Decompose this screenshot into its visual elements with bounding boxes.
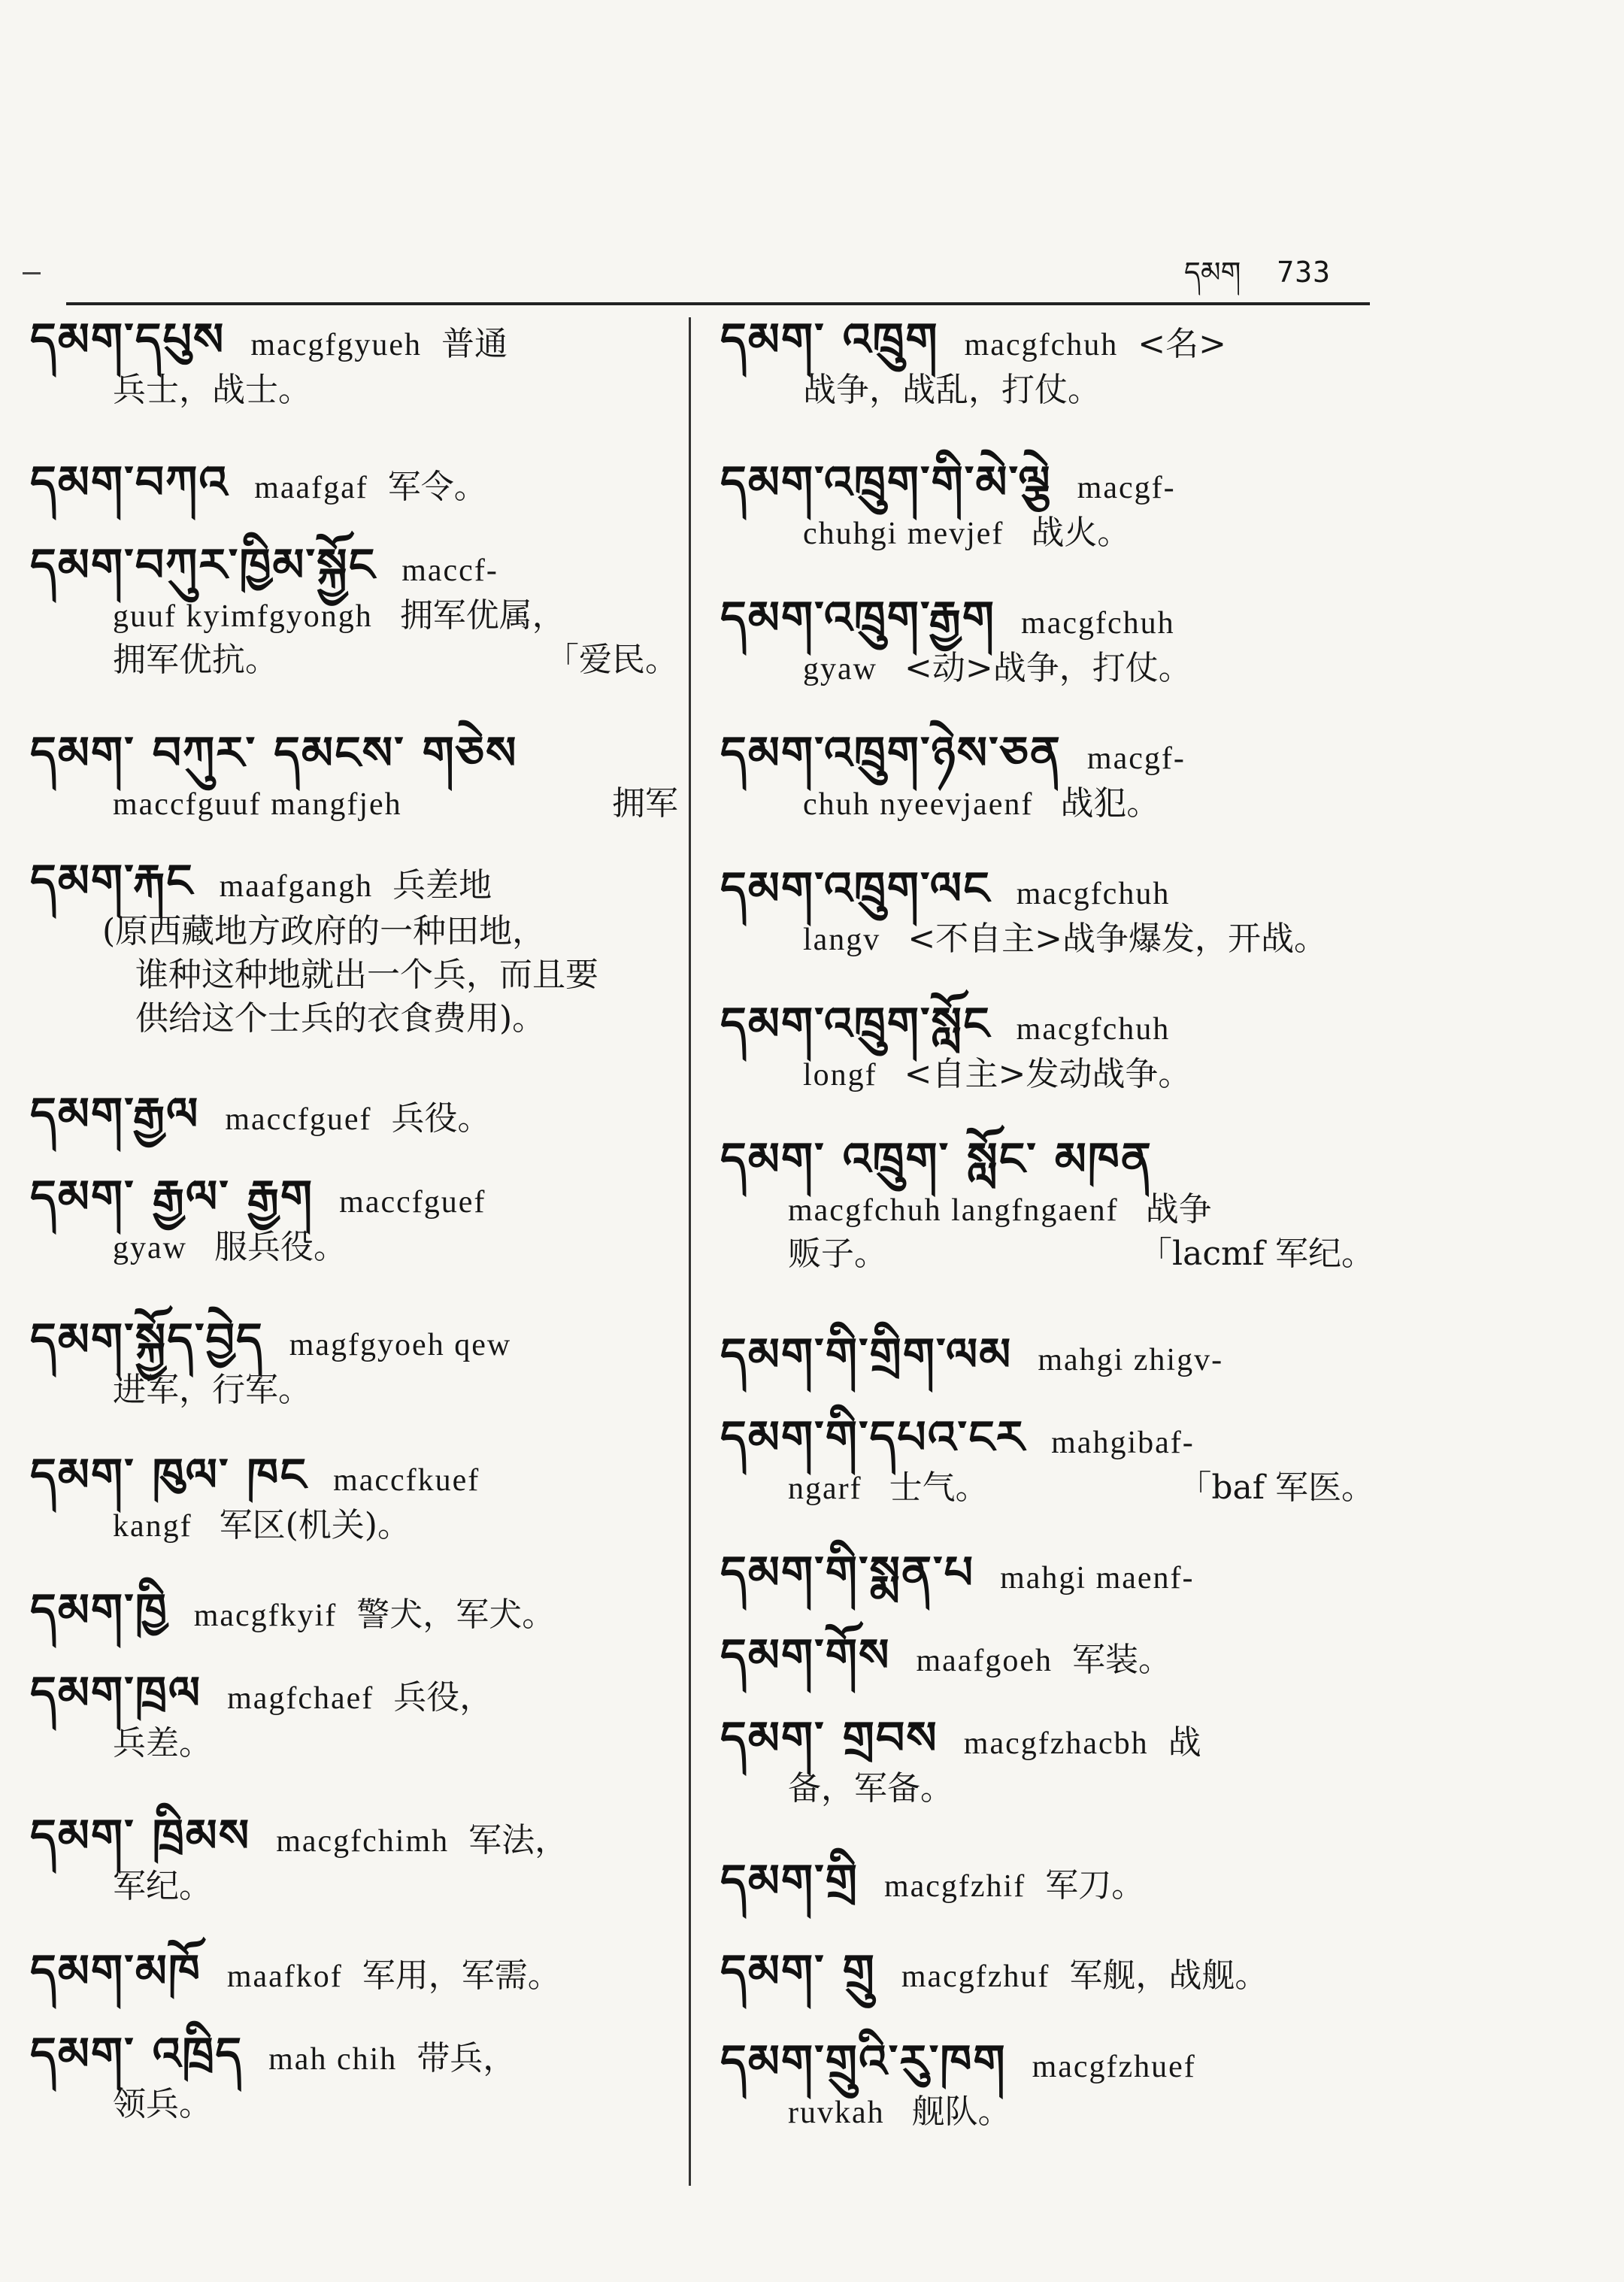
entry <box>720 1851 1382 1941</box>
gloss-continuation: 备，军备。 <box>788 1769 953 1808</box>
entry <box>720 588 1382 723</box>
gloss-continuation: 军区(机关)。 <box>219 1506 411 1544</box>
entry <box>720 1408 1382 1543</box>
tibetan-headword: དམག་ འཁྲིད <box>30 2028 244 2080</box>
entry <box>30 1445 686 1580</box>
gloss-continuation: 士气。 <box>889 1468 989 1507</box>
gloss-line: 贩子。 <box>788 1235 887 1273</box>
romanization: macgf- <box>1086 741 1186 776</box>
romanization: macgf- <box>1077 471 1176 505</box>
tibetan-headword: དམག་གྲི <box>720 1855 859 1908</box>
romanization: maccfguef <box>339 1185 486 1220</box>
romanization: maccfkuef <box>333 1463 480 1498</box>
tibetan-headword: དམག་བཀུར་ཁྱིམ་སྐྱོང <box>30 539 377 592</box>
column-divider <box>689 317 691 2186</box>
romanization: maafgaf <box>254 471 368 505</box>
gloss-continuation: <自主>发动战争。 <box>904 1055 1192 1093</box>
tibetan-headword: དམག་གི་དཔའ་ངར <box>720 1411 1026 1464</box>
romanization: maafgoeh <box>916 1644 1053 1678</box>
gloss: 军装。 <box>1072 1641 1172 1679</box>
cross-reference: 「baf 军医。 <box>1178 1468 1374 1507</box>
entry <box>720 723 1382 859</box>
gloss-continuation: 战争 <box>1145 1190 1212 1229</box>
grammar-label: <名> <box>1138 325 1226 363</box>
romanization-continuation: longf <box>803 1058 877 1093</box>
entry <box>720 1626 1382 1708</box>
entry <box>720 2032 1382 2167</box>
romanization: maccf- <box>401 553 498 588</box>
gloss: 战 <box>1168 1723 1201 1762</box>
gloss-continuation: 领兵。 <box>113 2085 212 2123</box>
tibetan-headword: དམག་མཁོ <box>30 1945 201 1998</box>
gloss-continuation: 战犯。 <box>1060 784 1160 823</box>
margin-mark <box>23 272 41 274</box>
romanization: mahgibaf- <box>1051 1426 1195 1460</box>
tibetan-headword: དམག་གི་གྲིག་ལམ <box>720 1329 1013 1381</box>
tibetan-headword: དམག་ ཁྲིམས <box>30 1810 251 1862</box>
entry <box>720 994 1382 1129</box>
page-number: 733 <box>1277 256 1331 289</box>
running-header <box>1184 241 1331 321</box>
tibetan-headword: དམག་སྐྱོད་བྱེད <box>30 1314 264 1366</box>
gloss-continuation: <不自主>战争爆发，开战。 <box>907 920 1328 958</box>
romanization: macgfchuh <box>1016 1012 1171 1047</box>
gloss: 警犬，军犬。 <box>356 1596 556 1634</box>
gloss-continuation: 拥军优属， <box>399 596 565 635</box>
entry <box>30 851 686 1084</box>
entry <box>30 1663 686 1806</box>
tibetan-headword: དམག་བཀའ <box>30 456 229 509</box>
entry <box>720 1708 1382 1851</box>
tibetan-headword: དམག་ གྲབས <box>720 1712 938 1765</box>
romanization: magfchaef <box>227 1681 374 1716</box>
tibetan-headword: དམག་ གྲུ <box>720 1945 876 1998</box>
entry <box>720 1941 1382 2032</box>
romanization: maafkof <box>226 1959 343 1994</box>
gloss-continuation: 舰队。 <box>911 2093 1011 2131</box>
right-column <box>720 310 1382 2167</box>
romanization: macgfchuh <box>1021 606 1175 641</box>
romanization: macgfchimh <box>276 1824 450 1859</box>
entry <box>30 1310 686 1445</box>
romanization: macgfzhuef <box>1032 2050 1196 2084</box>
entry <box>30 453 686 535</box>
gloss: 军令。 <box>387 468 487 506</box>
romanization: macgfgyueh <box>250 328 422 362</box>
tibetan-headword: དམག་འཁྲུག་ལང <box>720 862 991 915</box>
entry <box>720 859 1382 994</box>
gloss: 军舰，战舰。 <box>1069 1956 1268 1995</box>
running-head-word: དམག <box>1183 256 1241 289</box>
left-column <box>30 310 686 2159</box>
gloss-continuation: 军纪。 <box>113 1867 212 1905</box>
entry <box>30 1084 686 1167</box>
romanization-continuation: maccfguuf mangfjeh <box>113 787 402 822</box>
entry <box>720 453 1382 588</box>
tibetan-headword: དམག་འཁྲུག་རྒྱག <box>720 592 996 644</box>
romanization: macgfchuh <box>1016 877 1171 911</box>
cross-reference: 「lacmf 军纪。 <box>1139 1235 1374 1273</box>
romanization: macgfzhif <box>883 1869 1026 1904</box>
romanization: maccfguef <box>225 1102 372 1137</box>
gloss-continuation: 拥军 <box>612 784 678 823</box>
entry <box>30 1580 686 1663</box>
gloss-line: 谁种这种地就出一个兵，而且要 <box>135 956 598 994</box>
gloss-continuation: 兵士，战士。 <box>113 371 311 409</box>
romanization-continuation: chuh nyeevjaenf <box>803 787 1034 822</box>
romanization-continuation: ruvkah <box>788 2096 885 2130</box>
tibetan-headword: དམག་རྒྱལ <box>30 1088 200 1141</box>
tibetan-headword: དམག་དཔུས <box>30 314 226 366</box>
romanization: mahgi zhigv- <box>1038 1343 1224 1377</box>
entry <box>30 1941 686 2024</box>
tibetan-headword: དམག་ཁྲལ <box>30 1667 202 1720</box>
tibetan-headword: དམག་གོས <box>720 1629 891 1682</box>
tibetan-headword: དམག་འཁྲུག་སློང <box>720 998 991 1050</box>
romanization-continuation: guuf kyimfgyongh <box>113 599 373 634</box>
gloss-continuation: (原西藏地方政府的一种田地， <box>102 912 546 950</box>
romanization-continuation: gyaw <box>113 1231 187 1265</box>
entry <box>30 310 686 453</box>
tibetan-headword: དམག་ ཁུལ་ ཁང <box>30 1449 308 1502</box>
romanization: macgfchuh <box>964 328 1119 362</box>
gloss: 兵役， <box>393 1678 493 1717</box>
gloss-continuation: 进军，行军。 <box>113 1371 311 1409</box>
romanization-continuation: langv <box>803 923 881 957</box>
gloss: 普通 <box>441 325 508 363</box>
gloss: 军刀。 <box>1045 1866 1145 1905</box>
gloss-line: 供给这个士兵的衣食费用)。 <box>135 999 546 1038</box>
tibetan-headword: དམག་གྲུའི་རུ་ཁག <box>720 2035 1007 2088</box>
tibetan-headword: དམག་ འཁྲུག <box>720 314 939 366</box>
romanization: mah chih <box>268 2042 398 2077</box>
tibetan-headword: དམག་རྐང <box>30 855 194 908</box>
gloss: 军用，军需。 <box>362 1956 561 1995</box>
cross-reference: 「爱民。 <box>546 641 678 679</box>
tibetan-headword: དམག་འཁྲུག་ཉེས་ཅན <box>720 727 1062 780</box>
gloss: 兵差地 <box>392 866 492 905</box>
romanization-continuation: kangf <box>113 1509 192 1544</box>
tibetan-headword: དམག་ བཀུར་ དམངས་ གཅེས <box>30 727 518 780</box>
gloss-continuation: 服兵役。 <box>214 1228 347 1266</box>
entry <box>720 310 1382 453</box>
gloss-continuation: 兵差。 <box>113 1724 212 1762</box>
gloss-continuation: 战争，战乱，打仗。 <box>803 371 1101 409</box>
gloss-continuation: <动>战争，打仗。 <box>904 649 1192 687</box>
romanization: macgfkyif <box>193 1599 338 1633</box>
tibetan-headword: དམག་ འཁྲུག་ སློང་ མཁན <box>720 1133 1153 1186</box>
entry <box>720 1129 1382 1325</box>
gloss-continuation: 战火。 <box>1031 514 1131 552</box>
romanization-continuation: gyaw <box>803 652 877 686</box>
gloss-line: 拥军优抗。 <box>113 641 278 679</box>
romanization: magfgyoeh qew <box>289 1328 512 1362</box>
tibetan-headword: དམག་འཁྲུག་གི་མེ་ལྕེ <box>720 456 1052 509</box>
gloss: 带兵， <box>417 2039 517 2077</box>
entry <box>720 1325 1382 1408</box>
romanization: maafgangh <box>219 869 374 904</box>
gloss: 军法， <box>468 1821 568 1859</box>
entry <box>30 1167 686 1310</box>
entry <box>30 2024 686 2159</box>
romanization-continuation: chuhgi mevjef <box>803 517 1004 551</box>
romanization: mahgi maenf- <box>1000 1561 1195 1596</box>
entry <box>30 535 686 723</box>
gloss: 兵役。 <box>391 1099 491 1138</box>
romanization: macgfzhacbh <box>963 1726 1149 1761</box>
header-rule <box>66 302 1370 305</box>
tibetan-headword: དམག་གི་སྨན་པ <box>720 1547 975 1599</box>
romanization-continuation: ngarf <box>788 1471 862 1506</box>
romanization-continuation: macgfchuh langfngaenf <box>788 1193 1119 1228</box>
entry <box>30 723 686 851</box>
entry <box>30 1806 686 1941</box>
romanization: macgfzhuf <box>901 1959 1050 1994</box>
entry <box>720 1543 1382 1626</box>
tibetan-headword: དམག་ཁྱི <box>30 1584 168 1637</box>
tibetan-headword: དམག་ རྒྱལ་ རྒྱག <box>30 1171 314 1223</box>
